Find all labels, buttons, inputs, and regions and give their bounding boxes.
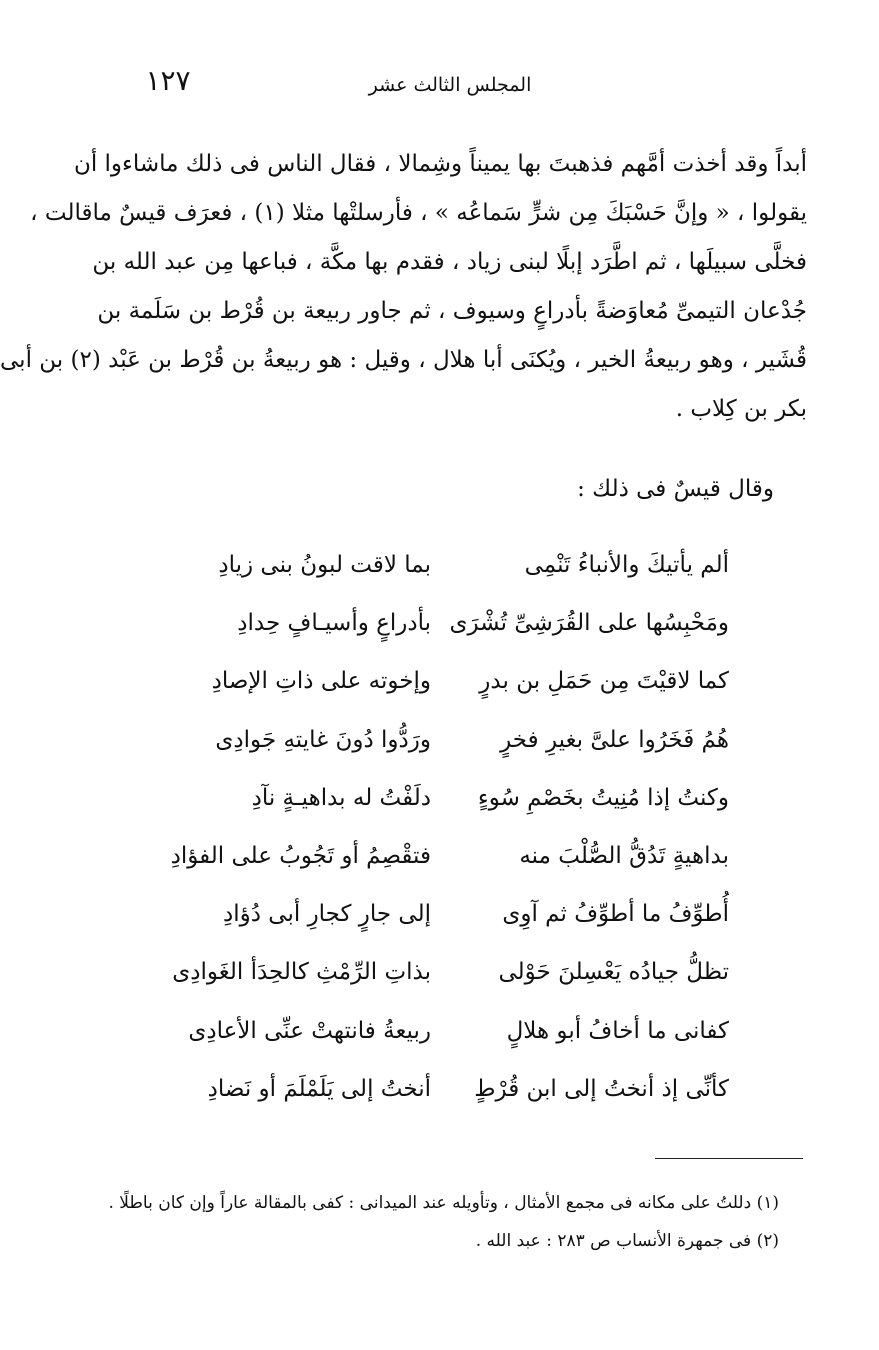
footnote-divider [655,1158,803,1159]
verse-second-hemistich: ربيعةُ فانتهتْ عنِّى الأعادِى [188,1017,431,1044]
verse-first-hemistich: بداهيةٍ تَدُقُّ الصُّلْبَ منه [519,842,729,869]
prose-paragraph [0,140,807,434]
poem [169,541,729,1123]
prose-line: فخلَّى سبيلَها ، ثم اطَّرَد إبلًا لبنى زياد ، فقدم بها مكَّة ، فباعها مِن عبد الله بن [92,249,807,275]
verse-first-hemistich: ألم يأتيكَ والأنباءُ تَنْمِى [524,552,729,578]
verse-second-hemistich: إلى جارٍ كجارِ أبى دُؤادِ [223,901,431,928]
poem-intro: وقال قيسٌ فى ذلك : [577,476,774,502]
footnote: (١) دللتُ على مكانه فى مجمع الأمثال ، وتأويله عند الميدانى : كفى بالمقالة عاراً وإن كان باطلًا . [108,1193,779,1213]
prose-line: جُدْعان التيمىِّ مُعاوَضةً بأدراعٍ وسيوف ، ثم جاور ربيعة بن قُرْط بن سَلَمة بن [97,298,807,324]
verse-first-hemistich: كأنِّى إذ أنختُ إلى ابن قُرْطٍ [474,1075,729,1102]
verse-second-hemistich: فتقْصِمُ أو تَجُوبُ على الفؤادِ [170,842,431,869]
prose-line: قُشَير ، وهو ربيعةُ الخير ، ويُكنَى أبا هلال ، وقيل : هو ربيعةُ بن قُرْط بن عَبْد (٢) بن أبى [0,347,807,373]
poem-verse [169,774,729,832]
prose-line: أبداً وقد أخذت أمَّهم فذهبتَ بها يميناً وشِمالا ، فقال الناس فى ذلك ماشاءوا أن [73,151,807,177]
verse-second-hemistich: أنختُ إلى يَلَمْلَمَ أو نَضادِ [207,1075,431,1102]
verse-second-hemistich: بما لاقت لبونُ بنى زيادِ [218,552,431,578]
verse-first-hemistich: كفانى ما أخافُ أبو هلالٍ [506,1017,729,1044]
page-number: ١٢٧ [145,64,191,97]
poem-verse [169,948,729,1006]
running-head: المجلس الثالث عشر [368,74,532,96]
poem-verse [169,599,729,657]
verse-first-hemistich: هُمُ فَخَرُوا علىَّ بغيرِ فخرٍ [500,726,729,753]
prose-line: بكر بن كِلاب . [675,396,807,422]
poem-verse [169,657,729,715]
verse-first-hemistich: تظلُّ جيادُه يَعْسِلنَ حَوْلى [498,959,729,986]
verse-second-hemistich: دلَفْتُ له بداهيـةٍ نآدِ [251,784,431,811]
poem-verse [169,1065,729,1123]
footnote: (٢) فى جمهرة الأنساب ص ٢٨٣ : عبد الله . [475,1231,779,1251]
poem-verse [169,541,729,599]
verse-first-hemistich: ومَحْبِسُها على القُرَشِىِّ تُشْرَى [449,610,729,637]
verse-second-hemistich: وإخوته على ذاتِ الإصادِ [211,668,431,695]
verse-first-hemistich: كما لاقيْتَ مِن حَمَلِ بن بدرٍ [479,668,729,695]
verse-first-hemistich: وكنتُ إذا مُنِيتُ بخَصْمِ سُوءٍ [477,784,729,811]
verse-first-hemistich: أُطوِّفُ ما أطوِّفُ ثم آوِى [502,901,729,928]
prose-line: يقولوا ، « وإنَّ حَسْبَكَ مِن شرٍّ سَماعُه » ، فأرسلتْها مثلا (١) ، فعرَف قيسٌ ماقالت ، [30,200,807,226]
verse-second-hemistich: بأدراعٍ وأسيـافٍ حِدادِ [237,610,431,637]
poem-verse [169,716,729,774]
verse-second-hemistich: بذاتِ الرِّمْثِ كالحِدَأ الغَوادِى [172,959,431,986]
poem-verse [169,1007,729,1065]
footnotes [89,1184,779,1260]
verse-second-hemistich: ورَدُّوا دُونَ غايتهِ جَوادِى [215,726,431,753]
poem-verse [169,890,729,948]
poem-verse [169,832,729,890]
